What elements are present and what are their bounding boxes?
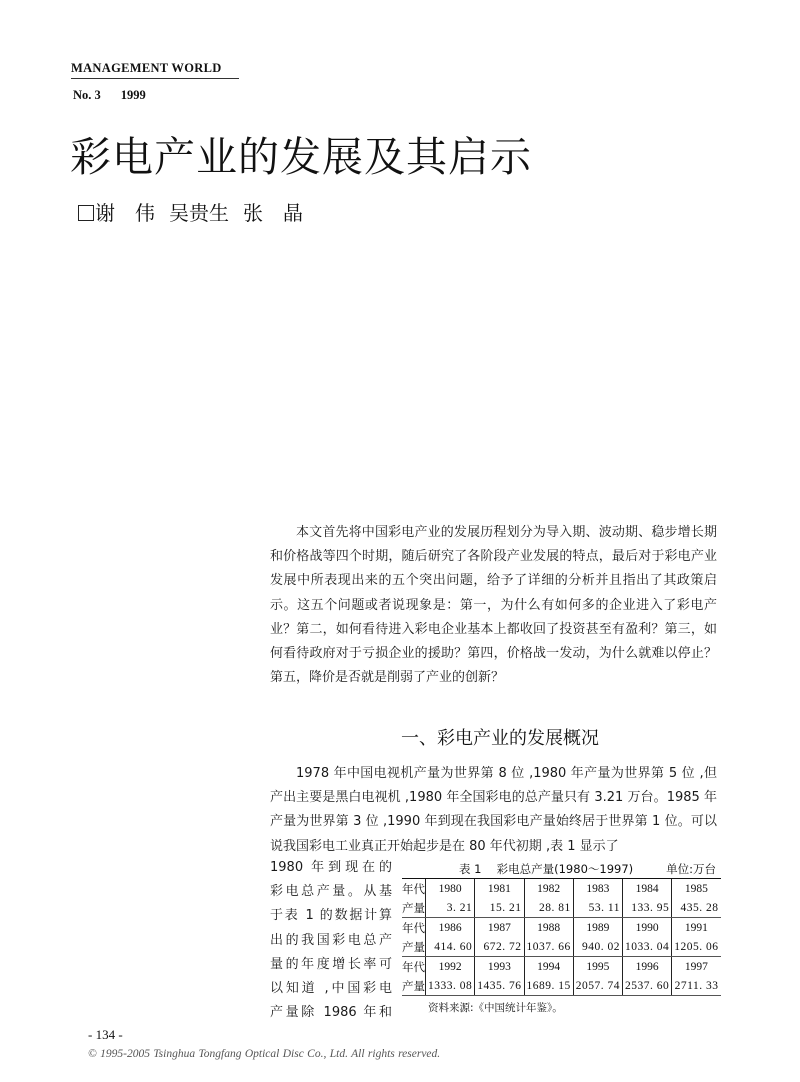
- side-line: 于表 1 的数据计算: [270, 908, 392, 924]
- issue-info: [73, 88, 146, 103]
- paragraph-text: 1978 年中国电视机产量为世界第 8 位 ,1980 年产量为世界第 5 位 ,但产出主要是黑白电视机 ,1980 年全国彩电的总产量只有 3.21 万台。1985 年产量为世界第 3 位 ,1990 年到现在我国彩电产量始终居于世界第 1 位。可以说我国彩电工业真正开始起步是在 80 年代初期 ,表 1 显示了: [270, 766, 717, 854]
- copyright-notice: © 1995-2005 Tsinghua Tongfang Optical Disc Co., Ltd. All rights reserved.: [88, 1048, 441, 1060]
- author-3: 张 晶: [243, 201, 303, 225]
- table-row-output: 产量 3. 21 15. 21 28. 81 53. 11 133. 95 435. 28: [402, 898, 721, 918]
- side-line: 以知道 ,中国彩电: [270, 981, 392, 997]
- table-source: 资料来源:《中国统计年鉴》。: [428, 1002, 563, 1014]
- abstract-text: 本文首先将中国彩电产业的发展历程划分为导入期、波动期、稳步增长期和价格战等四个时期，随后研究了各阶段产业发展的特点，最后对于彩电产业发展中所表现出来的五个突出问题，给予了详细的分析并且指出了其政策启示。这五个问题或者说现象是：第一，为什么有如何多的企业进入了彩电产业？第二，如何看待进入彩电企业基本上都收回了投资甚至有盈利？第三，如何看待政府对于亏损企业的援助？第四，价格战一发动，为什么就难以停止？第五，降价是否就是削弱了产业的创新？: [270, 525, 717, 686]
- section-heading: 一、彩电产业的发展概况: [401, 728, 599, 749]
- author-2: 吴贵生: [169, 201, 229, 225]
- table-row-years: 年代 1986 1987 1988 1989 1990 1991: [402, 918, 721, 938]
- table-row-output: 产量 414. 60 672. 72 1037. 66 940. 02 1033. 04 1205. 06: [402, 937, 721, 957]
- author-box-icon: [78, 205, 94, 221]
- side-line: 彩电总产量。从基: [270, 884, 392, 900]
- author-line: [78, 197, 317, 226]
- table-unit: 单位:万台: [666, 862, 716, 876]
- side-column-text: [270, 856, 392, 1025]
- journal-name: MANAGEMENT WORLD: [71, 61, 239, 79]
- author-1: 谢 伟: [95, 201, 155, 225]
- production-table: [402, 878, 721, 996]
- side-line: 量的年度增长率可: [270, 956, 392, 972]
- table-row-years: 年代 1992 1993 1994 1995 1996 1997: [402, 957, 721, 977]
- side-line: 出的我国彩电总产: [270, 932, 392, 948]
- table-row-years: 年代 1980 1981 1982 1983 1984 1985: [402, 879, 721, 899]
- side-line: 1980 年到现在的: [270, 860, 392, 875]
- side-line: 产量除 1986 年和: [270, 1005, 392, 1021]
- abstract: [270, 521, 717, 690]
- article-title: 彩电产业的发展及其启示: [70, 133, 532, 181]
- issue-year: 1999: [120, 88, 146, 102]
- table-row-output: 产量 1333. 08 1435. 76 1689. 15 2057. 74 2537. 60 2711. 33: [402, 976, 721, 996]
- section-paragraph: [270, 762, 717, 859]
- table-title: 表 1 彩电总产量(1980～1997): [459, 862, 634, 876]
- issue-number: No. 3: [73, 88, 101, 102]
- page-number: - 134 -: [88, 1027, 123, 1042]
